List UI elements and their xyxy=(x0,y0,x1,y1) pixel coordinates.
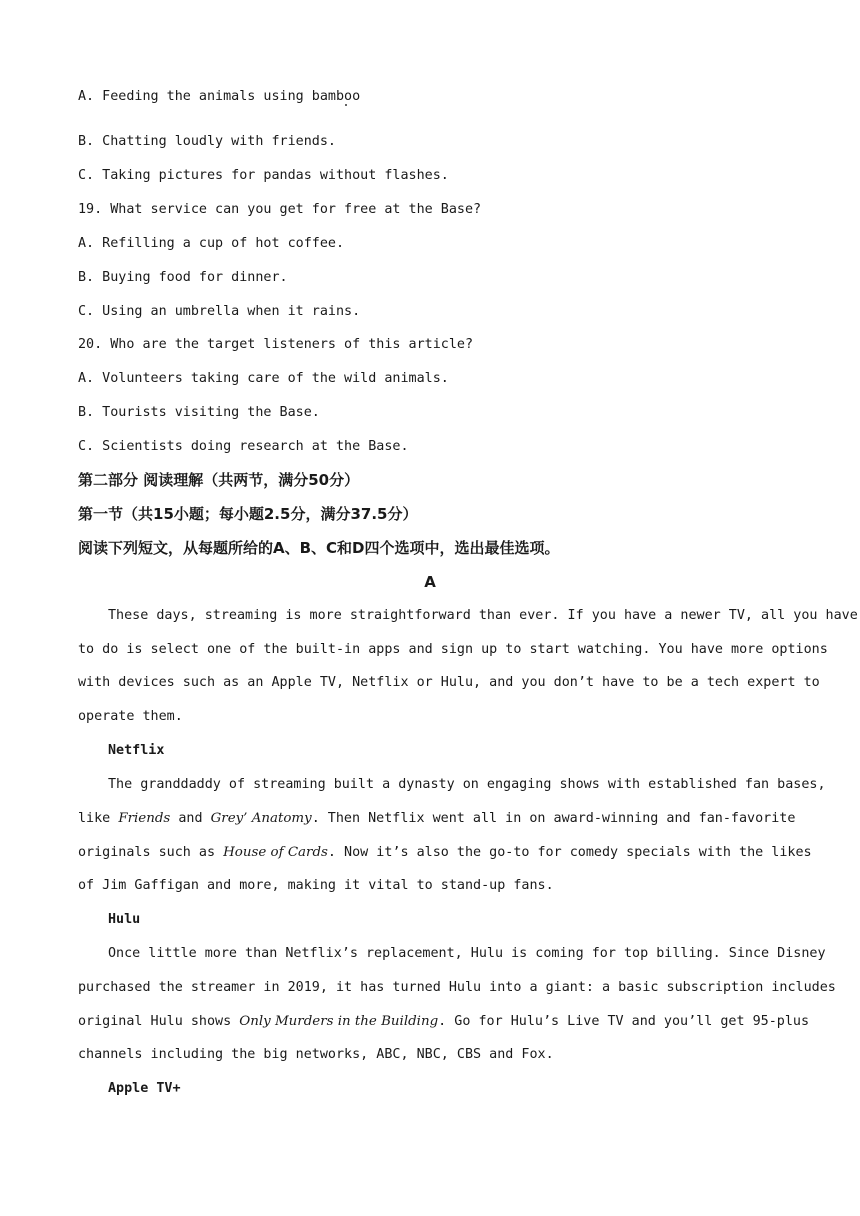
intro-line-3: with devices such as an Apple TV, Netflix or Hulu, and you don’t have to be a tech expert to xyxy=(78,675,820,690)
q18-option-a: A. Feeding the animals using bamboo xyxy=(78,89,361,104)
text: original Hulu shows xyxy=(78,1014,240,1029)
title-friends: Friends xyxy=(118,811,171,826)
subsection-title: 第一节（共15小题；每小题2.5分，满分37.5分） xyxy=(78,505,418,523)
text: originals such as xyxy=(78,845,224,860)
text: . Now it’s also the go-to for comedy specials with the likes xyxy=(327,845,812,860)
hulu-line-3 xyxy=(78,1012,810,1032)
netflix-line-3 xyxy=(78,843,812,863)
netflix-heading: Netflix xyxy=(108,743,165,758)
text: and xyxy=(170,811,211,826)
text: like xyxy=(78,811,119,826)
q19-option-b: B. Buying food for dinner. xyxy=(78,270,288,285)
netflix-line-2 xyxy=(78,809,796,829)
q20-option-c: C. Scientists doing research at the Base. xyxy=(78,439,409,454)
text: . Then Netflix went all in on award-winning and fan-favorite xyxy=(311,811,796,826)
intro-line-4: operate them. xyxy=(78,709,183,724)
hulu-heading: Hulu xyxy=(108,912,141,927)
title-house-of-cards: House of Cards xyxy=(223,845,328,860)
q20-option-b: B. Tourists visiting the Base. xyxy=(78,405,320,420)
hulu-line-4: channels including the big networks, ABC, NBC, CBS and Fox. xyxy=(78,1047,554,1062)
q18-option-c: C. Taking pictures for pandas without flashes. xyxy=(78,168,449,183)
q19-question: 19. What service can you get for free at the Base? xyxy=(78,202,482,217)
passage-letter: A xyxy=(424,573,436,591)
q18-option-b: B. Chatting loudly with friends. xyxy=(78,134,336,149)
intro-line-1: These days, streaming is more straightforward than ever. If you have a newer TV, all you have xyxy=(108,608,858,623)
instruction: 阅读下列短文，从每题所给的A、B、C和D四个选项中，选出最佳选项。 xyxy=(78,539,560,557)
q19-option-c: C. Using an umbrella when it rains. xyxy=(78,304,361,319)
title-greys-anatomy: Grey’ Anatomy xyxy=(210,811,312,826)
intro-line-2: to do is select one of the built-in apps and sign up to start watching. You have more options xyxy=(78,642,828,657)
part-title: 第二部分 阅读理解（共两节，满分50分） xyxy=(78,471,360,489)
netflix-line-1: The granddaddy of streaming built a dynasty on engaging shows with established fan bases, xyxy=(108,777,826,792)
text: . Go for Hulu’s Live TV and you’ll get 95-plus xyxy=(438,1014,810,1029)
stray-dot-mark xyxy=(345,104,347,106)
hulu-line-1: Once little more than Netflix’s replacement, Hulu is coming for top billing. Since Disney xyxy=(108,946,826,961)
title-only-murders: Only Murders in the Building xyxy=(239,1014,439,1029)
q20-option-a: A. Volunteers taking care of the wild animals. xyxy=(78,371,449,386)
netflix-line-4: of Jim Gaffigan and more, making it vital to stand-up fans. xyxy=(78,878,554,893)
hulu-line-2: purchased the streamer in 2019, it has turned Hulu into a giant: a basic subscription includes xyxy=(78,980,836,995)
q19-option-a: A. Refilling a cup of hot coffee. xyxy=(78,236,345,251)
apple-tv-heading: Apple TV+ xyxy=(108,1081,181,1096)
q20-question: 20. Who are the target listeners of this article? xyxy=(78,337,474,352)
